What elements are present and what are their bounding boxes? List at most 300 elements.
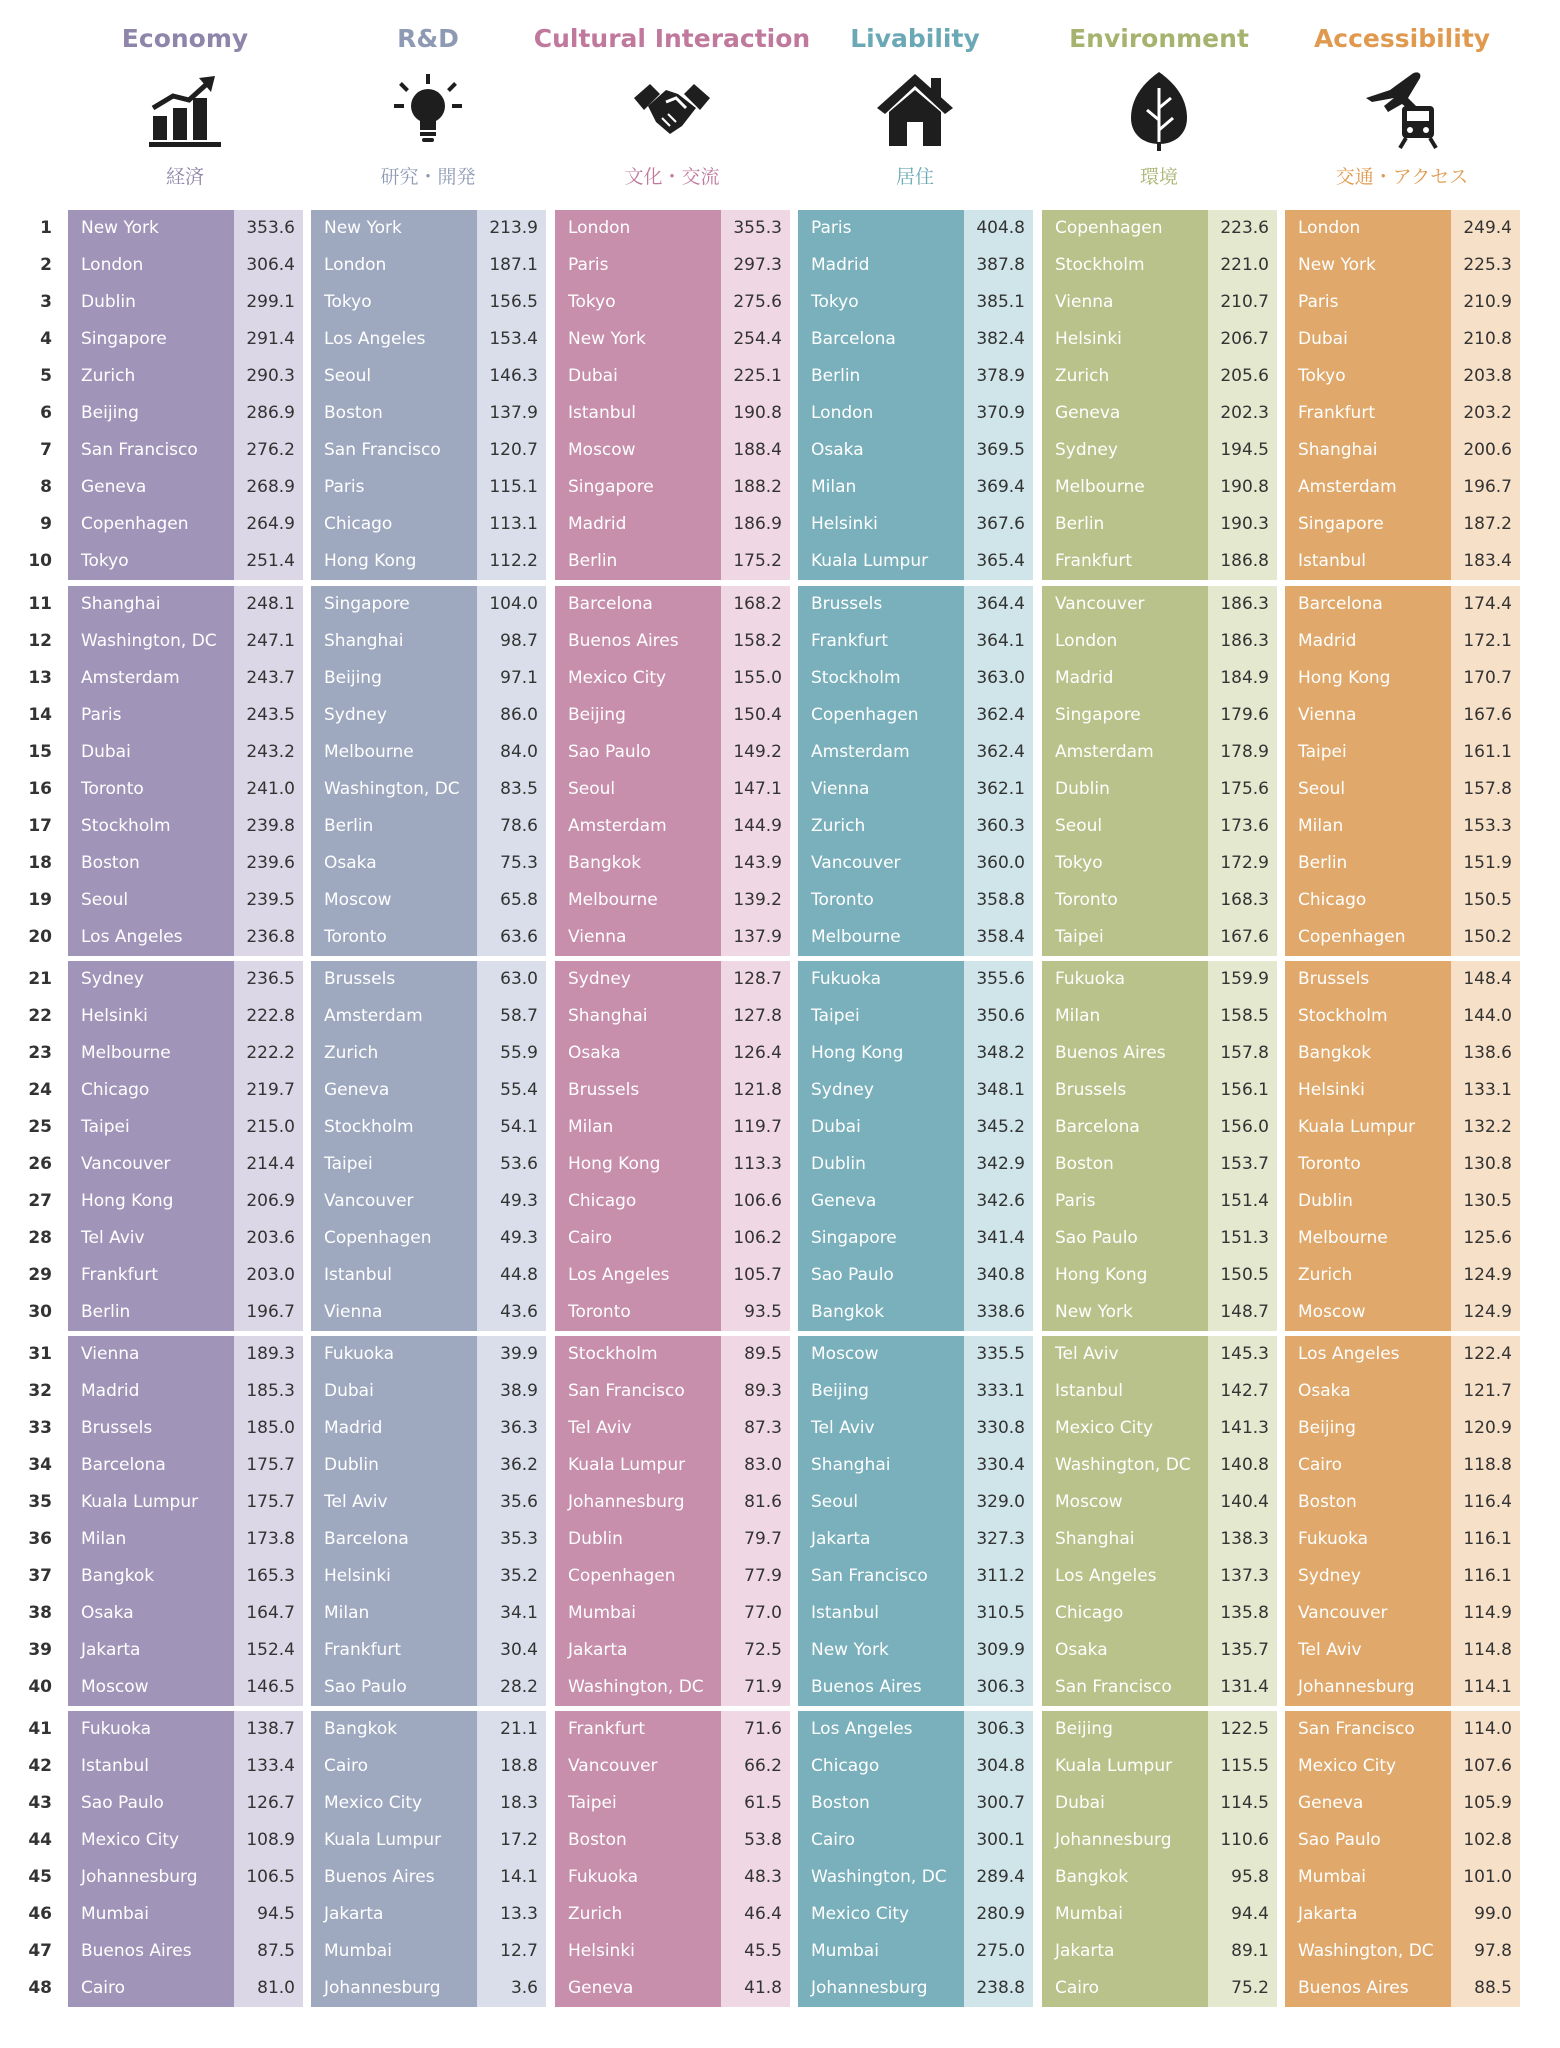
table-row xyxy=(1042,771,1277,808)
city-score: 128.7 xyxy=(721,961,790,998)
table-row xyxy=(555,697,790,734)
city-score: 370.9 xyxy=(964,395,1033,432)
city-name: Johannesburg xyxy=(311,1970,477,2007)
city-score: 116.1 xyxy=(1451,1558,1520,1595)
city-score: 186.3 xyxy=(1208,586,1277,623)
city-score: 114.9 xyxy=(1451,1595,1520,1632)
city-score: 215.0 xyxy=(234,1109,303,1146)
table-row xyxy=(1042,1822,1277,1859)
table-row xyxy=(311,919,546,956)
table-row xyxy=(1042,1447,1277,1484)
city-score: 153.3 xyxy=(1451,808,1520,845)
city-score: 41.8 xyxy=(721,1970,790,2007)
table-row xyxy=(798,1447,1033,1484)
city-name: Stockholm xyxy=(1042,247,1208,284)
city-score: 17.2 xyxy=(477,1822,546,1859)
city-score: 145.3 xyxy=(1208,1336,1277,1373)
table-row xyxy=(68,247,303,284)
table-row xyxy=(68,1970,303,2007)
city-score: 243.7 xyxy=(234,660,303,697)
table-row xyxy=(68,1822,303,1859)
table-row xyxy=(311,1521,546,1558)
rank-number: 19 xyxy=(28,890,52,910)
city-name: Vienna xyxy=(798,771,964,808)
city-name: Boston xyxy=(68,845,234,882)
rank-block xyxy=(798,586,1033,956)
table-row xyxy=(1285,1410,1520,1447)
city-name: Mumbai xyxy=(311,1933,477,1970)
table-row xyxy=(555,1183,790,1220)
table-row xyxy=(555,623,790,660)
city-name: Mumbai xyxy=(798,1933,964,1970)
table-row xyxy=(311,432,546,469)
table-row xyxy=(1285,1220,1520,1257)
city-score: 360.0 xyxy=(964,845,1033,882)
city-score: 239.5 xyxy=(234,882,303,919)
table-row xyxy=(1285,882,1520,919)
city-name: Chicago xyxy=(68,1072,234,1109)
table-row xyxy=(1285,1595,1520,1632)
category-title: Livability xyxy=(850,24,980,53)
city-name: Zurich xyxy=(68,358,234,395)
table-row xyxy=(555,1748,790,1785)
city-score: 164.7 xyxy=(234,1595,303,1632)
city-name: Vancouver xyxy=(68,1146,234,1183)
city-score: 304.8 xyxy=(964,1748,1033,1785)
city-name: Zurich xyxy=(1285,1257,1451,1294)
city-score: 300.1 xyxy=(964,1822,1033,1859)
table-row xyxy=(798,1257,1033,1294)
city-score: 369.5 xyxy=(964,432,1033,469)
city-name: Mexico City xyxy=(555,660,721,697)
city-name: Berlin xyxy=(798,358,964,395)
city-score: 112.2 xyxy=(477,543,546,580)
table-row xyxy=(1285,1785,1520,1822)
city-score: 121.7 xyxy=(1451,1373,1520,1410)
rank-number: 23 xyxy=(28,1043,52,1063)
table-row xyxy=(555,1521,790,1558)
city-score: 214.4 xyxy=(234,1146,303,1183)
city-score: 188.4 xyxy=(721,432,790,469)
city-name: Buenos Aires xyxy=(311,1859,477,1896)
city-name: Mumbai xyxy=(68,1896,234,1933)
table-row xyxy=(311,697,546,734)
city-name: Chicago xyxy=(555,1183,721,1220)
city-name: Madrid xyxy=(1285,623,1451,660)
city-score: 190.3 xyxy=(1208,506,1277,543)
table-row xyxy=(1042,543,1277,580)
rank-number: 10 xyxy=(28,551,52,571)
table-row xyxy=(1285,1859,1520,1896)
city-score: 126.7 xyxy=(234,1785,303,1822)
city-name: Fukuoka xyxy=(798,961,964,998)
city-name: Fukuoka xyxy=(311,1336,477,1373)
city-name: Madrid xyxy=(1042,660,1208,697)
city-score: 189.3 xyxy=(234,1336,303,1373)
table-row xyxy=(798,1896,1033,1933)
city-score: 382.4 xyxy=(964,321,1033,358)
city-score: 247.1 xyxy=(234,623,303,660)
category-title: R&D xyxy=(397,24,459,53)
table-row xyxy=(555,1257,790,1294)
city-name: Buenos Aires xyxy=(68,1933,234,1970)
table-row xyxy=(1042,1669,1277,1706)
table-row xyxy=(1285,395,1520,432)
city-score: 299.1 xyxy=(234,284,303,321)
table-row xyxy=(311,771,546,808)
table-row xyxy=(311,1484,546,1521)
city-name: Johannesburg xyxy=(798,1970,964,2007)
city-score: 53.6 xyxy=(477,1146,546,1183)
city-score: 78.6 xyxy=(477,808,546,845)
city-name: Madrid xyxy=(555,506,721,543)
city-score: 36.3 xyxy=(477,1410,546,1447)
table-row xyxy=(798,1521,1033,1558)
city-score: 241.0 xyxy=(234,771,303,808)
table-row xyxy=(555,1632,790,1669)
city-score: 184.9 xyxy=(1208,660,1277,697)
table-row xyxy=(311,1146,546,1183)
table-row xyxy=(555,1373,790,1410)
table-row xyxy=(68,1072,303,1109)
city-score: 186.9 xyxy=(721,506,790,543)
city-name: Johannesburg xyxy=(68,1859,234,1896)
table-row xyxy=(68,1294,303,1331)
city-score: 190.8 xyxy=(1208,469,1277,506)
city-score: 114.0 xyxy=(1451,1711,1520,1748)
city-name: Sao Paulo xyxy=(1285,1822,1451,1859)
city-name: Singapore xyxy=(1285,506,1451,543)
city-name: Jakarta xyxy=(555,1632,721,1669)
city-name: Stockholm xyxy=(68,808,234,845)
rank-number: 34 xyxy=(28,1455,52,1475)
city-name: Brussels xyxy=(1285,961,1451,998)
city-name: Johannesburg xyxy=(555,1484,721,1521)
city-name: Copenhagen xyxy=(798,697,964,734)
city-name: Cairo xyxy=(555,1220,721,1257)
city-score: 333.1 xyxy=(964,1373,1033,1410)
table-row xyxy=(1042,1521,1277,1558)
table-row xyxy=(68,284,303,321)
city-score: 254.4 xyxy=(721,321,790,358)
city-score: 239.6 xyxy=(234,845,303,882)
table-row xyxy=(555,998,790,1035)
city-name: Moscow xyxy=(798,1336,964,1373)
city-score: 338.6 xyxy=(964,1294,1033,1331)
table-row xyxy=(1042,919,1277,956)
city-score: 158.2 xyxy=(721,623,790,660)
handshake-icon xyxy=(630,68,714,152)
city-name: Cairo xyxy=(1042,1970,1208,2007)
city-name: Melbourne xyxy=(1285,1220,1451,1257)
city-score: 89.1 xyxy=(1208,1933,1277,1970)
table-row xyxy=(555,660,790,697)
city-name: Brussels xyxy=(311,961,477,998)
city-score: 97.8 xyxy=(1451,1933,1520,1970)
table-row xyxy=(1285,919,1520,956)
leaf-icon xyxy=(1117,68,1201,152)
city-score: 196.7 xyxy=(1451,469,1520,506)
city-score: 289.4 xyxy=(964,1859,1033,1896)
city-score: 106.2 xyxy=(721,1220,790,1257)
table-row xyxy=(798,469,1033,506)
city-name: Berlin xyxy=(68,1294,234,1331)
city-score: 152.4 xyxy=(234,1632,303,1669)
table-row xyxy=(798,543,1033,580)
city-score: 144.0 xyxy=(1451,998,1520,1035)
table-row xyxy=(1285,469,1520,506)
table-row xyxy=(1285,1373,1520,1410)
city-name: Vienna xyxy=(1285,697,1451,734)
table-row xyxy=(555,845,790,882)
city-score: 12.7 xyxy=(477,1933,546,1970)
table-row xyxy=(311,961,546,998)
city-name: Fukuoka xyxy=(1285,1521,1451,1558)
rank-number: 2 xyxy=(40,255,52,275)
rank-number: 11 xyxy=(28,594,52,614)
city-name: Tel Aviv xyxy=(555,1410,721,1447)
table-row xyxy=(1285,1336,1520,1373)
city-score: 300.7 xyxy=(964,1785,1033,1822)
city-score: 66.2 xyxy=(721,1748,790,1785)
city-score: 203.2 xyxy=(1451,395,1520,432)
rank-number: 26 xyxy=(28,1154,52,1174)
city-name: Istanbul xyxy=(1042,1373,1208,1410)
table-row xyxy=(1042,1484,1277,1521)
table-row xyxy=(798,1711,1033,1748)
city-name: Berlin xyxy=(555,543,721,580)
table-row xyxy=(68,734,303,771)
city-score: 291.4 xyxy=(234,321,303,358)
city-score: 173.8 xyxy=(234,1521,303,1558)
table-row xyxy=(555,1558,790,1595)
rank-number: 13 xyxy=(28,668,52,688)
table-row xyxy=(68,697,303,734)
city-name: Milan xyxy=(311,1595,477,1632)
city-name: Tel Aviv xyxy=(68,1220,234,1257)
city-name: Madrid xyxy=(798,247,964,284)
city-score: 79.7 xyxy=(721,1521,790,1558)
table-row xyxy=(68,469,303,506)
city-score: 13.3 xyxy=(477,1896,546,1933)
city-score: 340.8 xyxy=(964,1257,1033,1294)
city-name: Istanbul xyxy=(311,1257,477,1294)
city-score: 239.8 xyxy=(234,808,303,845)
table-row xyxy=(798,210,1033,247)
table-row xyxy=(555,432,790,469)
table-row xyxy=(311,1748,546,1785)
table-row xyxy=(1042,395,1277,432)
rank-block xyxy=(555,1336,790,1706)
city-name: Melbourne xyxy=(311,734,477,771)
table-row xyxy=(1042,1035,1277,1072)
city-name: Vancouver xyxy=(1042,586,1208,623)
city-score: 251.4 xyxy=(234,543,303,580)
rank-number: 4 xyxy=(40,329,52,349)
city-score: 175.7 xyxy=(234,1447,303,1484)
city-score: 306.4 xyxy=(234,247,303,284)
city-name: Kuala Lumpur xyxy=(1285,1109,1451,1146)
city-name: Johannesburg xyxy=(1285,1669,1451,1706)
city-score: 175.7 xyxy=(234,1484,303,1521)
city-name: Toronto xyxy=(1042,882,1208,919)
table-row xyxy=(68,586,303,623)
table-row xyxy=(68,919,303,956)
city-name: Boston xyxy=(1042,1146,1208,1183)
table-row xyxy=(1042,961,1277,998)
table-row xyxy=(798,623,1033,660)
city-name: Amsterdam xyxy=(68,660,234,697)
city-score: 98.7 xyxy=(477,623,546,660)
table-row xyxy=(798,1072,1033,1109)
table-row xyxy=(311,543,546,580)
table-row xyxy=(311,1336,546,1373)
city-score: 46.4 xyxy=(721,1896,790,1933)
table-row xyxy=(1042,1595,1277,1632)
city-name: London xyxy=(555,210,721,247)
house-icon xyxy=(873,68,957,152)
category-header-accessibility xyxy=(1252,0,1552,200)
city-name: Taipei xyxy=(68,1109,234,1146)
city-name: Melbourne xyxy=(68,1035,234,1072)
table-row xyxy=(68,358,303,395)
rank-number: 15 xyxy=(28,742,52,762)
city-score: 93.5 xyxy=(721,1294,790,1331)
rank-block xyxy=(68,1336,303,1706)
city-score: 362.4 xyxy=(964,697,1033,734)
city-score: 187.2 xyxy=(1451,506,1520,543)
city-name: Sao Paulo xyxy=(798,1257,964,1294)
city-name: Vienna xyxy=(1042,284,1208,321)
city-score: 364.4 xyxy=(964,586,1033,623)
city-name: Washington, DC xyxy=(311,771,477,808)
city-score: 196.7 xyxy=(234,1294,303,1331)
table-row xyxy=(68,1373,303,1410)
table-row xyxy=(1042,1294,1277,1331)
city-name: Frankfurt xyxy=(311,1632,477,1669)
table-row xyxy=(1285,998,1520,1035)
table-row xyxy=(311,469,546,506)
city-score: 110.6 xyxy=(1208,1822,1277,1859)
city-score: 210.7 xyxy=(1208,284,1277,321)
city-name: Beijing xyxy=(798,1373,964,1410)
city-score: 369.4 xyxy=(964,469,1033,506)
city-score: 203.8 xyxy=(1451,358,1520,395)
table-row xyxy=(798,1373,1033,1410)
table-row xyxy=(68,543,303,580)
table-row xyxy=(311,321,546,358)
city-name: New York xyxy=(68,210,234,247)
city-name: San Francisco xyxy=(1285,1711,1451,1748)
city-name: San Francisco xyxy=(1042,1669,1208,1706)
table-row xyxy=(1285,660,1520,697)
table-row xyxy=(798,1785,1033,1822)
city-score: 150.4 xyxy=(721,697,790,734)
city-score: 190.8 xyxy=(721,395,790,432)
city-name: Osaka xyxy=(1285,1373,1451,1410)
city-name: Dubai xyxy=(68,734,234,771)
city-score: 156.5 xyxy=(477,284,546,321)
city-score: 345.2 xyxy=(964,1109,1033,1146)
city-score: 139.2 xyxy=(721,882,790,919)
city-score: 148.4 xyxy=(1451,961,1520,998)
city-name: Chicago xyxy=(311,506,477,543)
city-score: 310.5 xyxy=(964,1595,1033,1632)
table-row xyxy=(311,1859,546,1896)
rank-number: 42 xyxy=(28,1756,52,1776)
city-name: Washington, DC xyxy=(68,623,234,660)
table-row xyxy=(1042,1859,1277,1896)
city-score: 213.9 xyxy=(477,210,546,247)
rank-number: 20 xyxy=(28,927,52,947)
rank-number: 48 xyxy=(28,1978,52,1998)
city-score: 355.6 xyxy=(964,961,1033,998)
city-score: 116.1 xyxy=(1451,1521,1520,1558)
table-row xyxy=(311,660,546,697)
city-name: Frankfurt xyxy=(68,1257,234,1294)
city-score: 71.6 xyxy=(721,1711,790,1748)
table-row xyxy=(555,247,790,284)
city-score: 188.2 xyxy=(721,469,790,506)
table-row xyxy=(311,1373,546,1410)
city-name: Dubai xyxy=(1285,321,1451,358)
city-score: 275.0 xyxy=(964,1933,1033,1970)
city-name: Dubai xyxy=(311,1373,477,1410)
city-score: 387.8 xyxy=(964,247,1033,284)
city-name: Sydney xyxy=(555,961,721,998)
table-row xyxy=(311,1669,546,1706)
city-name: Mumbai xyxy=(555,1595,721,1632)
city-name: Copenhagen xyxy=(555,1558,721,1595)
category-subtitle: 経済 xyxy=(165,166,204,188)
city-name: Jakarta xyxy=(798,1521,964,1558)
city-name: Chicago xyxy=(1042,1595,1208,1632)
city-name: Mexico City xyxy=(68,1822,234,1859)
city-name: Stockholm xyxy=(1285,998,1451,1035)
city-name: Taipei xyxy=(311,1146,477,1183)
table-row xyxy=(68,1785,303,1822)
table-row xyxy=(311,1785,546,1822)
table-row xyxy=(1285,1109,1520,1146)
table-row xyxy=(555,1822,790,1859)
table-row xyxy=(1042,882,1277,919)
table-row xyxy=(68,432,303,469)
city-name: Geneva xyxy=(68,469,234,506)
table-row xyxy=(555,1410,790,1447)
rank-number: 16 xyxy=(28,779,52,799)
rank-block xyxy=(555,210,790,580)
plane-train-icon xyxy=(1360,68,1444,152)
table-row xyxy=(555,808,790,845)
table-row xyxy=(555,543,790,580)
city-score: 97.1 xyxy=(477,660,546,697)
city-name: Vancouver xyxy=(1285,1595,1451,1632)
city-score: 89.5 xyxy=(721,1336,790,1373)
city-score: 186.3 xyxy=(1208,623,1277,660)
table-row xyxy=(555,1484,790,1521)
rank-number: 17 xyxy=(28,816,52,836)
city-score: 48.3 xyxy=(721,1859,790,1896)
city-name: Tokyo xyxy=(1285,358,1451,395)
city-score: 126.4 xyxy=(721,1035,790,1072)
city-name: Shanghai xyxy=(1285,432,1451,469)
city-score: 175.2 xyxy=(721,543,790,580)
rank-number: 41 xyxy=(28,1719,52,1739)
table-row xyxy=(555,1785,790,1822)
city-score: 122.5 xyxy=(1208,1711,1277,1748)
city-score: 122.4 xyxy=(1451,1336,1520,1373)
rank-block xyxy=(311,1336,546,1706)
